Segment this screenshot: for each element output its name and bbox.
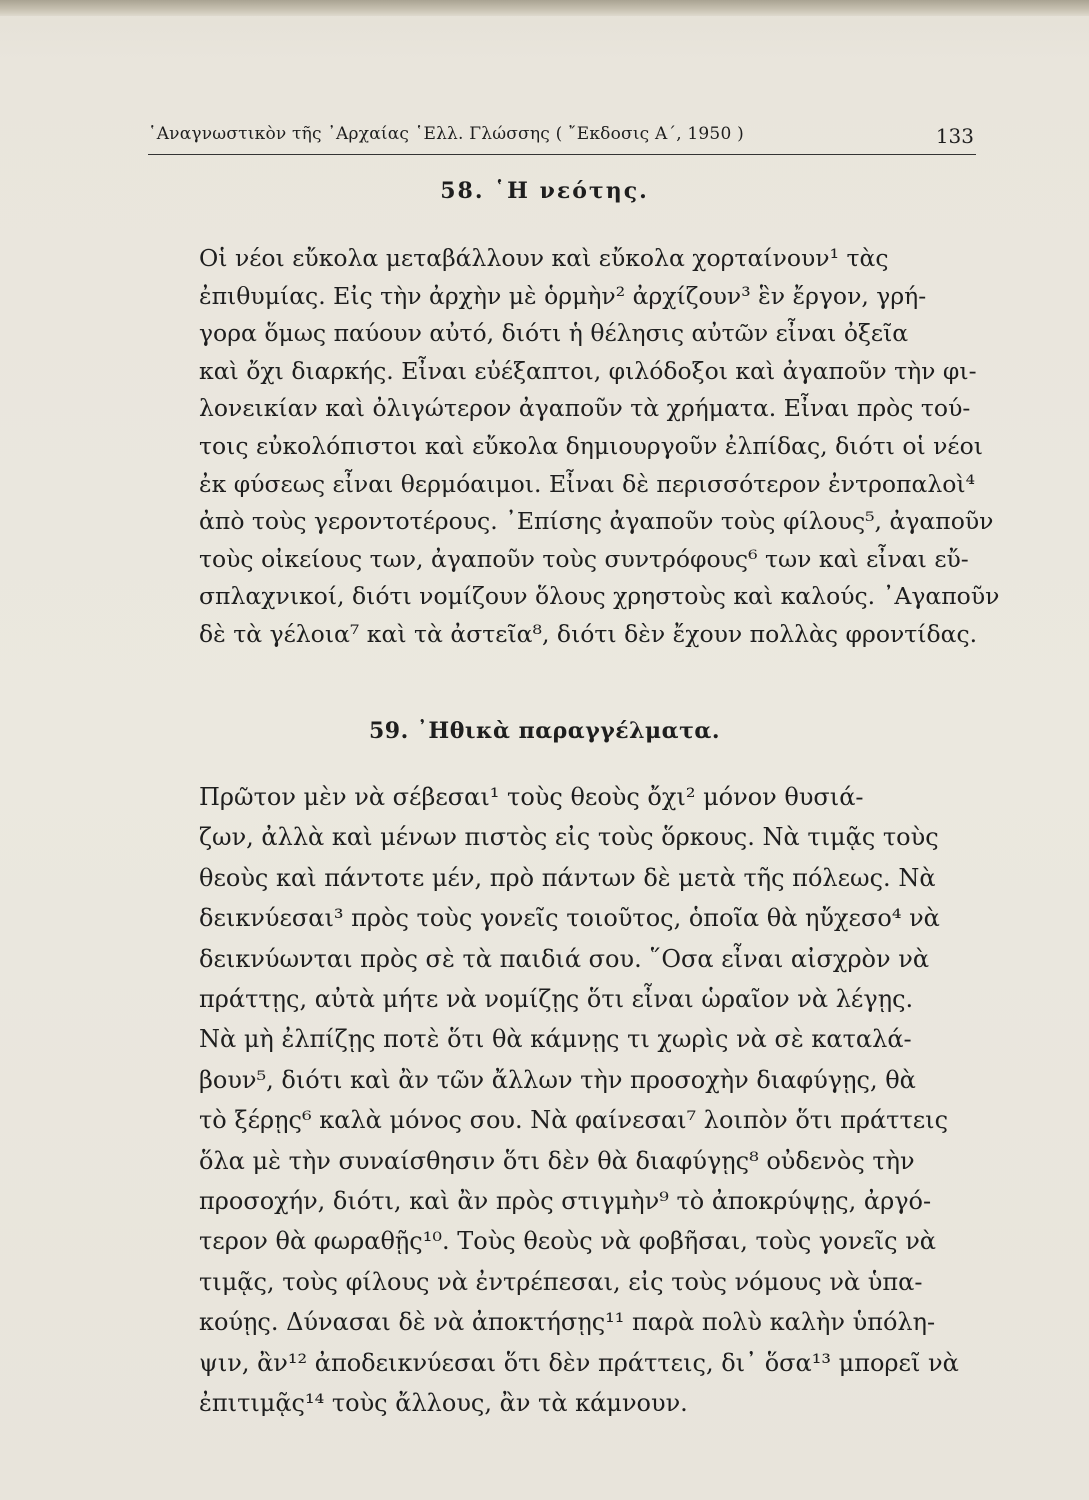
text-line: Νὰ μὴ ἐλπίζῃς ποτὲ ὅτι θὰ κάμνῃς τι χωρὶς νὰ σὲ καταλά-	[199, 1025, 912, 1054]
text-line: ἐπιτιμᾷς¹⁴ τοὺς ἄλλους, ἂν τὰ κάμνουν.	[199, 1389, 688, 1418]
text-line: σπλαχνικοί, διότι νομίζουν ὅλους χρηστοὺς καὶ καλούς. ᾽Αγαποῦν	[199, 582, 1000, 611]
text-line: τερον θὰ φωραθῇς¹⁰. Τοὺς θεοὺς νὰ φοβῆσαι, τοὺς γονεῖς νὰ	[199, 1227, 937, 1256]
text-line: δεικνύωνται πρὸς σὲ τὰ παιδιά σου. ῞Οσα εἶναι αἰσχρὸν νὰ	[199, 944, 930, 973]
section-59-paragraph	[136, 777, 966, 1424]
section-58-paragraph	[136, 240, 1000, 654]
section-58-heading: 58. ῾Η νεότης.	[440, 178, 649, 204]
text-line: βουν⁵, διότι καὶ ἂν τῶν ἄλλων τὴν προσοχὴν διαφύγῃς, θὰ	[199, 1065, 916, 1094]
text-line: δεικνύεσαι³ πρὸς τοὺς γονεῖς τοιοῦτος, ὁποῖα θὰ ηὔχεσο⁴ νὰ	[199, 904, 940, 933]
text-line: προσοχήν, διότι, καὶ ἂν πρὸς στιγμὴν⁹ τὸ ἀποκρύψῃς, ἀργό-	[199, 1187, 932, 1216]
text-line: ἀπὸ τοὺς γεροντοτέρους. ᾽Επίσης ἀγαποῦν τοὺς φίλους⁵, ἀγαποῦν	[199, 507, 994, 536]
text-line: ἐκ φύσεως εἶναι θερμόαιμοι. Εἶναι δὲ περισσότερον ἐντροπαλοὶ⁴	[199, 469, 976, 498]
text-line: τοὺς οἰκείους των, ἀγαποῦν τοὺς συντρόφους⁶ των καὶ εἶναι εὔ-	[199, 544, 969, 573]
text-line: κούῃς. Δύνασαι δὲ νὰ ἀποκτήσῃς¹¹ παρὰ πολὺ καλὴν ὑπόλη-	[199, 1308, 936, 1337]
text-line: γορα ὅμως παύουν αὐτό, διότι ἡ θέλησις αὐτῶν εἶναι ὀξεῖα	[199, 319, 909, 348]
text-line: ζων, ἀλλὰ καὶ μένων πιστὸς εἰς τοὺς ὅρκους. Νὰ τιμᾷς τοὺς	[199, 823, 939, 852]
text-line: ἐπιθυμίας. Εἰς τὴν ἀρχὴν μὲ ὁρμὴν² ἀρχίζουν³ ἓν ἔργον, γρή-	[199, 281, 927, 310]
text-line: τὸ ξέρῃς⁶ καλὰ μόνος σου. Νὰ φαίνεσαι⁷ λοιπὸν ὅτι πράττεις	[199, 1106, 949, 1135]
text-line: τιμᾷς, τοὺς φίλους νὰ ἐντρέπεσαι, εἰς τοὺς νόμους νὰ ὑπα-	[199, 1267, 923, 1296]
page-top-edge	[0, 0, 1089, 16]
text-line: πράττῃς, αὐτὰ μήτε νὰ νομίζῃς ὅτι εἶναι ὡραῖον νὰ λέγῃς.	[199, 985, 914, 1014]
text-line: καὶ ὄχι διαρκής. Εἶναι εὐέξαπτοι, φιλόδοξοι καὶ ἀγαποῦν τὴν φι-	[199, 356, 977, 385]
text-line: δὲ τὰ γέλοια⁷ καὶ τὰ ἀστεῖα⁸, διότι δὲν ἔχουν πολλὰς φροντίδας.	[199, 619, 978, 648]
header-title: ῾Αναγνωστικὸν τῆς ᾽Αρχαίας ῾Ελλ. Γλώσσης ( ῎Εκδοσις Α΄, 1950 )	[148, 124, 744, 144]
text-line: Πρῶτον μὲν νὰ σέβεσαι¹ τοὺς θεοὺς ὄχι² μόνον θυσιά-	[199, 783, 864, 811]
text-line: τοις εὐκολόπιστοι καὶ εὔκολα δημιουργοῦν ἐλπίδας, διότι οἱ νέοι	[199, 431, 983, 460]
text-line: θεοὺς καὶ πάντοτε μέν, πρὸ πάντων δὲ μετὰ τῆς πόλεως. Νὰ	[199, 863, 936, 892]
text-line: Οἱ νέοι εὔκολα μεταβάλλουν καὶ εὔκολα χορταίνουν¹ τὰς	[199, 244, 889, 272]
section-59-heading: 59. ᾽Ηθικὰ παραγγέλματα.	[369, 718, 720, 744]
page-number: 133	[935, 124, 974, 148]
text-line: ψιν, ἂν¹² ἀποδεικνύεσαι ὅτι δὲν πράττεις, δι᾽ ὅσα¹³ μπορεῖ νὰ	[199, 1348, 959, 1377]
running-header	[148, 118, 976, 155]
text-line: ὅλα μὲ τὴν συναίσθησιν ὅτι δὲν θὰ διαφύγῃς⁸ οὐδενὸς τὴν	[199, 1146, 915, 1175]
text-line: λονεικίαν καὶ ὀλιγώτερον ἀγαποῦν τὰ χρήματα. Εἶναι πρὸς τού-	[199, 394, 971, 423]
